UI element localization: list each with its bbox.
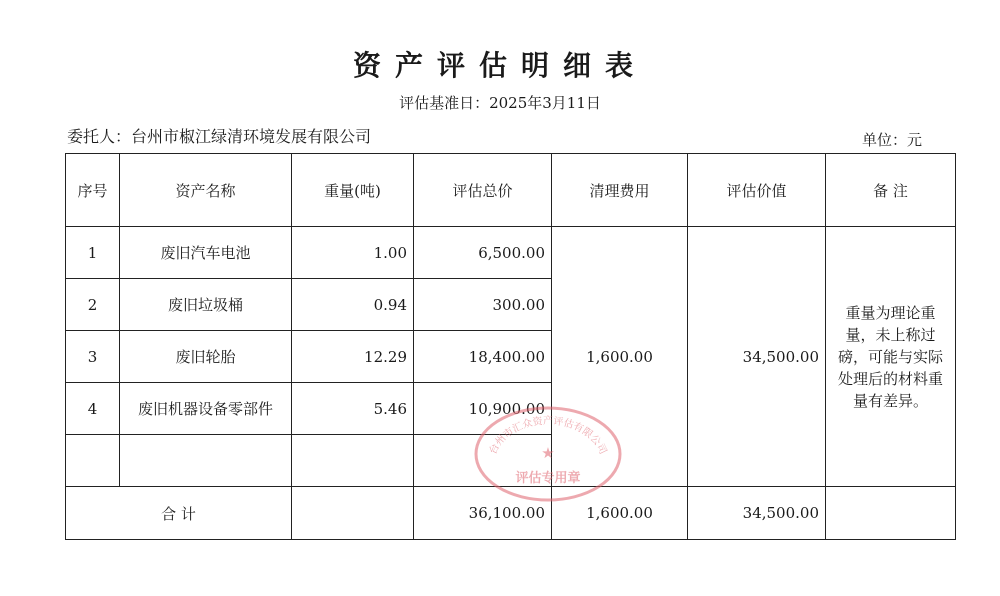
header-remarks: 备 注 — [826, 154, 956, 227]
cell-empty — [292, 435, 414, 487]
merged-assessed-value: 34,500.00 — [688, 227, 826, 487]
client-line: 委托人：台州市椒江绿清环境发展有限公司 — [67, 127, 372, 146]
header-assessed-value: 评估价值 — [688, 154, 826, 227]
total-cleanup-fee: 1,600.00 — [552, 487, 688, 540]
cell-name: 废旧机器设备零部件 — [120, 383, 292, 435]
cell-empty — [414, 435, 555, 487]
document-title: 资产评估明细表 — [352, 49, 647, 82]
cell-seq: 4 — [66, 383, 120, 435]
seal-center-text: 评估专用章 — [515, 471, 581, 486]
header-weight: 重量(吨) — [292, 154, 414, 227]
cell-name: 废旧汽车电池 — [120, 227, 292, 279]
cell-total-price: 10,900.00 — [414, 383, 552, 435]
merged-cleanup-fee: 1,600.00 — [552, 227, 688, 487]
cell-weight: 1.00 — [292, 227, 414, 279]
cell-empty — [120, 435, 292, 487]
cell-total-price: 300.00 — [414, 279, 552, 331]
total-row — [66, 487, 956, 540]
header-name: 资产名称 — [120, 154, 292, 227]
cell-seq: 3 — [66, 331, 120, 383]
header-seq: 序号 — [66, 154, 120, 227]
header-total-price: 评估总价 — [414, 154, 552, 227]
table-row — [66, 227, 956, 279]
header-cleanup-fee: 清理费用 — [552, 154, 688, 227]
cell-total-price: 6,500.00 — [414, 227, 552, 279]
seal-star-icon: ★ — [541, 444, 555, 462]
cell-weight: 5.46 — [292, 383, 414, 435]
cell-name: 废旧轮胎 — [120, 331, 292, 383]
cell-weight: 12.29 — [292, 331, 414, 383]
total-remarks-empty — [826, 487, 956, 540]
cell-seq: 2 — [66, 279, 120, 331]
cell-total-price: 18,400.00 — [414, 331, 552, 383]
total-weight-empty — [292, 487, 414, 540]
merged-remarks: 重量为理论重量，未上称过磅，可能与实际处理后的材料重量有差异。 — [826, 227, 956, 487]
total-label: 合 计 — [66, 487, 292, 540]
total-assessed-value: 34,500.00 — [688, 487, 826, 540]
total-price: 36,100.00 — [414, 487, 552, 540]
asset-table — [65, 153, 956, 540]
cell-seq: 1 — [66, 227, 120, 279]
cell-empty — [66, 435, 120, 487]
seal-top-text: 台州市汇众资产评估有限公司 — [487, 416, 609, 457]
cell-name: 废旧垃圾桶 — [120, 279, 292, 331]
table-header-row — [66, 154, 956, 227]
unit-label: 单位：元 — [861, 131, 922, 149]
base-date: 评估基准日：2025年3月11日 — [399, 94, 601, 112]
cell-weight: 0.94 — [292, 279, 414, 331]
